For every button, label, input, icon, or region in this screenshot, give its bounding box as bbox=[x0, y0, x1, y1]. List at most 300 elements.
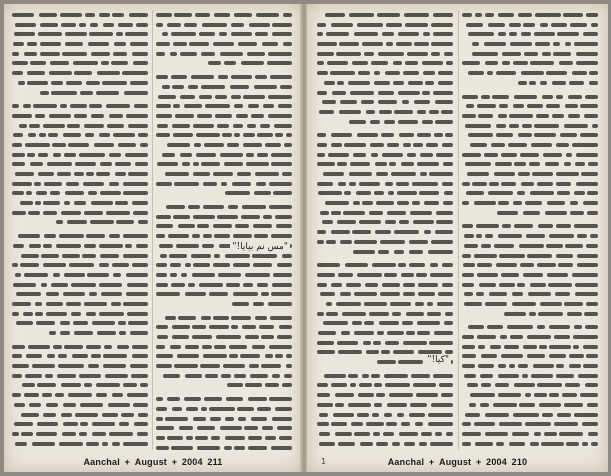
word-stroke bbox=[226, 283, 240, 287]
word-stroke bbox=[462, 354, 476, 358]
word-stroke bbox=[109, 114, 123, 118]
word-stroke bbox=[265, 383, 279, 387]
word-stroke bbox=[89, 32, 112, 36]
word-stroke bbox=[574, 224, 598, 228]
word-stroke bbox=[209, 292, 229, 296]
word-stroke bbox=[194, 143, 200, 147]
word-stroke bbox=[518, 364, 528, 368]
word-stroke bbox=[428, 422, 453, 426]
text-line bbox=[317, 439, 453, 449]
word-stroke bbox=[462, 335, 474, 339]
text-line bbox=[462, 78, 598, 88]
word-stroke bbox=[326, 32, 349, 36]
word-stroke bbox=[317, 383, 328, 387]
word-stroke bbox=[338, 182, 347, 186]
word-stroke bbox=[537, 263, 556, 267]
word-stroke bbox=[381, 350, 390, 354]
word-stroke bbox=[21, 413, 40, 417]
word-stroke bbox=[565, 42, 571, 46]
word-stroke bbox=[537, 383, 561, 387]
word-stroke bbox=[390, 302, 411, 306]
word-stroke bbox=[84, 244, 96, 248]
word-stroke bbox=[545, 162, 559, 166]
word-stroke bbox=[500, 335, 506, 339]
word-stroke bbox=[42, 393, 52, 397]
word-stroke bbox=[138, 133, 148, 137]
word-stroke bbox=[33, 104, 57, 108]
word-stroke bbox=[397, 191, 417, 195]
word-stroke bbox=[38, 172, 54, 176]
text-line bbox=[12, 280, 148, 290]
word-stroke bbox=[373, 341, 381, 345]
word-stroke bbox=[590, 234, 598, 238]
word-stroke bbox=[64, 345, 82, 349]
word-stroke bbox=[79, 374, 101, 378]
word-stroke bbox=[43, 124, 64, 128]
word-stroke bbox=[12, 364, 29, 368]
word-stroke bbox=[353, 153, 366, 157]
word-stroke bbox=[384, 273, 397, 277]
word-stroke bbox=[29, 244, 41, 248]
text-line bbox=[317, 338, 453, 348]
word-stroke bbox=[317, 162, 335, 166]
word-stroke bbox=[472, 182, 486, 186]
word-stroke bbox=[341, 331, 351, 335]
text-line bbox=[317, 400, 453, 410]
word-stroke bbox=[382, 153, 403, 157]
word-stroke bbox=[478, 364, 494, 368]
word-stroke bbox=[99, 244, 122, 248]
word-stroke bbox=[80, 422, 88, 426]
word-stroke bbox=[156, 446, 169, 450]
word-stroke bbox=[238, 42, 257, 46]
word-stroke bbox=[554, 335, 570, 339]
word-stroke bbox=[436, 220, 453, 224]
word-stroke bbox=[97, 331, 116, 335]
word-stroke bbox=[518, 81, 527, 85]
word-stroke bbox=[231, 32, 252, 36]
page-footer bbox=[307, 457, 608, 467]
word-stroke bbox=[339, 110, 362, 114]
word-stroke bbox=[131, 374, 148, 378]
word-stroke bbox=[254, 191, 271, 195]
word-stroke bbox=[86, 172, 94, 176]
word-stroke bbox=[102, 413, 117, 417]
word-stroke bbox=[566, 442, 580, 446]
word-stroke bbox=[79, 153, 104, 157]
word-stroke bbox=[197, 114, 211, 118]
word-stroke bbox=[398, 91, 420, 95]
word-stroke bbox=[510, 335, 523, 339]
word-stroke bbox=[525, 201, 542, 205]
word-stroke bbox=[269, 205, 292, 209]
word-stroke bbox=[233, 263, 251, 267]
word-stroke bbox=[214, 254, 220, 258]
word-stroke bbox=[362, 201, 373, 205]
word-stroke bbox=[224, 162, 243, 166]
word-stroke bbox=[496, 263, 516, 267]
word-stroke bbox=[217, 215, 238, 219]
word-stroke bbox=[435, 120, 453, 124]
word-stroke bbox=[49, 71, 72, 75]
word-stroke bbox=[253, 224, 271, 228]
page-number: 210 bbox=[511, 457, 528, 467]
word-stroke bbox=[111, 302, 120, 306]
word-stroke bbox=[233, 234, 251, 238]
word-stroke bbox=[37, 383, 56, 387]
word-stroke bbox=[391, 172, 416, 176]
word-stroke bbox=[495, 162, 512, 166]
word-stroke bbox=[22, 383, 35, 387]
word-stroke bbox=[496, 133, 513, 137]
word-stroke bbox=[269, 345, 292, 349]
word-stroke bbox=[29, 124, 40, 128]
word-stroke bbox=[398, 263, 405, 267]
text-line bbox=[12, 390, 148, 400]
word-stroke bbox=[549, 393, 558, 397]
word-stroke bbox=[16, 321, 33, 325]
word-stroke bbox=[463, 263, 475, 267]
word-stroke bbox=[271, 162, 292, 166]
word-stroke bbox=[255, 316, 267, 320]
word-stroke bbox=[61, 413, 73, 417]
word-stroke bbox=[286, 354, 292, 358]
word-stroke bbox=[433, 32, 453, 36]
word-stroke bbox=[429, 110, 438, 114]
word-stroke bbox=[374, 81, 390, 85]
word-stroke bbox=[366, 110, 376, 114]
word-stroke bbox=[113, 52, 127, 56]
word-stroke bbox=[529, 312, 536, 316]
word-stroke bbox=[140, 143, 148, 147]
page-corner-mark: 1 bbox=[321, 457, 327, 466]
word-stroke bbox=[397, 413, 404, 417]
text-line bbox=[156, 394, 292, 404]
word-stroke bbox=[128, 321, 148, 325]
word-stroke bbox=[402, 321, 413, 325]
word-stroke bbox=[40, 91, 50, 95]
word-stroke bbox=[167, 436, 183, 440]
text-line bbox=[317, 247, 453, 257]
word-stroke bbox=[382, 32, 394, 36]
word-stroke bbox=[539, 403, 561, 407]
word-stroke bbox=[210, 417, 221, 421]
word-stroke bbox=[580, 104, 598, 108]
word-stroke bbox=[41, 283, 48, 287]
word-stroke bbox=[566, 153, 572, 157]
word-stroke bbox=[178, 224, 195, 228]
word-stroke bbox=[522, 124, 531, 128]
word-stroke bbox=[168, 234, 190, 238]
word-stroke bbox=[185, 374, 203, 378]
word-stroke bbox=[466, 23, 484, 27]
word-stroke bbox=[282, 172, 292, 176]
word-stroke bbox=[439, 383, 453, 387]
word-stroke bbox=[277, 335, 292, 339]
word-stroke bbox=[156, 263, 167, 267]
text-line bbox=[462, 169, 598, 179]
word-stroke bbox=[415, 422, 424, 426]
quoted-dialogue: "مس نم بیایا!" bbox=[232, 242, 288, 252]
text-line bbox=[462, 58, 598, 68]
word-stroke bbox=[444, 191, 453, 195]
word-stroke bbox=[52, 143, 66, 147]
word-stroke bbox=[485, 413, 509, 417]
word-stroke bbox=[348, 374, 357, 378]
word-stroke bbox=[50, 61, 70, 65]
word-stroke bbox=[196, 153, 217, 157]
word-stroke bbox=[401, 273, 414, 277]
word-stroke bbox=[377, 13, 400, 17]
word-stroke bbox=[179, 426, 193, 430]
word-stroke bbox=[53, 153, 61, 157]
word-stroke bbox=[96, 91, 119, 95]
word-stroke bbox=[435, 100, 453, 104]
word-stroke bbox=[12, 312, 19, 316]
word-stroke bbox=[429, 172, 453, 176]
word-stroke bbox=[521, 32, 531, 36]
word-stroke bbox=[24, 273, 48, 277]
word-stroke bbox=[199, 95, 212, 99]
word-stroke bbox=[257, 283, 268, 287]
word-stroke bbox=[218, 273, 241, 277]
word-stroke bbox=[132, 52, 148, 56]
word-stroke bbox=[543, 153, 562, 157]
word-stroke bbox=[35, 114, 45, 118]
word-stroke bbox=[498, 393, 521, 397]
word-stroke bbox=[233, 292, 258, 296]
word-stroke bbox=[365, 283, 378, 287]
text-line bbox=[156, 58, 292, 68]
word-stroke bbox=[129, 13, 148, 17]
word-stroke bbox=[186, 407, 198, 411]
text-line bbox=[156, 20, 292, 30]
word-stroke bbox=[387, 403, 407, 407]
text-line bbox=[156, 179, 292, 189]
word-stroke bbox=[569, 81, 584, 85]
word-stroke bbox=[338, 273, 353, 277]
word-stroke bbox=[213, 316, 228, 320]
text-line bbox=[156, 404, 292, 414]
word-stroke bbox=[326, 240, 335, 244]
word-stroke bbox=[127, 312, 148, 316]
word-stroke bbox=[504, 312, 526, 316]
word-stroke bbox=[162, 153, 175, 157]
word-stroke bbox=[253, 302, 264, 306]
word-stroke bbox=[408, 81, 423, 85]
word-stroke bbox=[96, 172, 110, 176]
word-stroke bbox=[83, 182, 104, 186]
word-stroke bbox=[91, 201, 113, 205]
text-line bbox=[156, 332, 292, 342]
text-line bbox=[156, 150, 292, 160]
word-stroke bbox=[197, 426, 216, 430]
word-stroke bbox=[174, 364, 198, 368]
word-stroke bbox=[199, 283, 224, 287]
word-stroke bbox=[262, 426, 273, 430]
word-stroke bbox=[47, 354, 55, 358]
text-line bbox=[317, 117, 453, 127]
word-stroke bbox=[203, 182, 216, 186]
word-stroke bbox=[333, 413, 354, 417]
word-stroke bbox=[345, 263, 369, 267]
word-stroke bbox=[542, 413, 553, 417]
word-stroke bbox=[572, 143, 598, 147]
word-stroke bbox=[403, 341, 428, 345]
word-stroke bbox=[16, 292, 42, 296]
text-line bbox=[156, 121, 292, 131]
text-line bbox=[317, 270, 453, 280]
word-stroke bbox=[587, 403, 598, 407]
word-stroke bbox=[499, 283, 515, 287]
word-stroke bbox=[434, 331, 453, 335]
word-stroke bbox=[476, 224, 499, 228]
word-stroke bbox=[354, 32, 378, 36]
text-line bbox=[317, 150, 453, 160]
word-stroke bbox=[167, 23, 181, 27]
word-stroke bbox=[92, 321, 114, 325]
word-stroke bbox=[340, 240, 352, 244]
word-stroke bbox=[574, 191, 584, 195]
word-stroke bbox=[252, 345, 265, 349]
word-stroke bbox=[126, 292, 148, 296]
word-stroke bbox=[317, 312, 324, 316]
word-stroke bbox=[165, 172, 189, 176]
word-stroke bbox=[371, 61, 389, 65]
word-stroke bbox=[379, 321, 399, 325]
column-divider bbox=[458, 10, 459, 450]
word-stroke bbox=[65, 191, 84, 195]
word-stroke bbox=[270, 316, 292, 320]
word-stroke bbox=[14, 422, 33, 426]
word-stroke bbox=[171, 75, 187, 79]
word-stroke bbox=[230, 85, 249, 89]
text-line bbox=[462, 351, 598, 361]
word-stroke bbox=[438, 81, 453, 85]
word-stroke bbox=[12, 345, 25, 349]
word-stroke bbox=[556, 374, 573, 378]
word-stroke bbox=[255, 75, 268, 79]
word-stroke bbox=[417, 133, 431, 137]
word-stroke bbox=[337, 162, 347, 166]
word-stroke bbox=[36, 191, 47, 195]
word-stroke bbox=[484, 42, 507, 46]
word-stroke bbox=[575, 283, 598, 287]
word-stroke bbox=[542, 95, 553, 99]
word-stroke bbox=[552, 114, 564, 118]
word-stroke bbox=[462, 224, 473, 228]
word-stroke bbox=[331, 283, 342, 287]
word-stroke bbox=[514, 224, 534, 228]
word-stroke bbox=[342, 312, 366, 316]
word-stroke bbox=[540, 23, 548, 27]
word-stroke bbox=[159, 244, 174, 248]
word-stroke bbox=[35, 201, 41, 205]
text-line bbox=[462, 309, 598, 319]
word-stroke bbox=[46, 403, 58, 407]
word-stroke bbox=[576, 153, 598, 157]
word-stroke bbox=[172, 325, 190, 329]
word-stroke bbox=[485, 302, 508, 306]
word-stroke bbox=[392, 312, 401, 316]
word-stroke bbox=[138, 413, 148, 417]
word-stroke bbox=[523, 211, 540, 215]
word-stroke bbox=[369, 211, 384, 215]
word-stroke bbox=[403, 143, 412, 147]
word-stroke bbox=[156, 104, 171, 108]
word-stroke bbox=[109, 432, 132, 436]
word-stroke bbox=[134, 104, 148, 108]
word-stroke bbox=[249, 364, 259, 368]
word-stroke bbox=[377, 360, 396, 364]
word-stroke bbox=[184, 104, 202, 108]
word-stroke bbox=[30, 162, 44, 166]
word-stroke bbox=[381, 133, 395, 137]
word-stroke bbox=[445, 350, 453, 354]
word-stroke bbox=[248, 436, 261, 440]
word-stroke bbox=[319, 432, 330, 436]
word-stroke bbox=[574, 42, 598, 46]
text-line bbox=[156, 188, 292, 198]
text-line bbox=[12, 270, 148, 280]
word-stroke bbox=[491, 143, 505, 147]
word-stroke bbox=[504, 345, 520, 349]
word-stroke bbox=[100, 254, 119, 258]
text-line bbox=[462, 410, 598, 420]
word-stroke bbox=[156, 407, 167, 411]
word-stroke bbox=[357, 23, 382, 27]
word-stroke bbox=[246, 153, 254, 157]
word-stroke bbox=[123, 234, 148, 238]
word-stroke bbox=[64, 153, 76, 157]
text-line bbox=[317, 140, 453, 150]
text-line bbox=[12, 361, 148, 371]
word-stroke bbox=[520, 153, 539, 157]
word-stroke bbox=[414, 42, 428, 46]
word-stroke bbox=[125, 153, 148, 157]
word-stroke bbox=[242, 325, 256, 329]
word-stroke bbox=[370, 143, 384, 147]
word-stroke bbox=[436, 211, 453, 215]
text-line bbox=[12, 328, 148, 338]
word-stroke bbox=[156, 426, 174, 430]
word-stroke bbox=[335, 403, 344, 407]
word-stroke bbox=[539, 345, 546, 349]
word-stroke bbox=[109, 153, 121, 157]
word-stroke bbox=[130, 331, 148, 335]
word-stroke bbox=[428, 250, 453, 254]
word-stroke bbox=[462, 254, 471, 258]
word-stroke bbox=[127, 283, 148, 287]
word-stroke bbox=[102, 81, 127, 85]
word-stroke bbox=[337, 81, 343, 85]
word-stroke bbox=[317, 263, 340, 267]
word-stroke bbox=[417, 321, 440, 325]
word-stroke bbox=[65, 42, 84, 46]
word-stroke bbox=[94, 143, 114, 147]
word-stroke bbox=[132, 201, 148, 205]
text-line bbox=[462, 101, 598, 111]
word-stroke bbox=[156, 52, 165, 56]
word-stroke bbox=[257, 133, 272, 137]
word-stroke bbox=[438, 292, 453, 296]
text-line bbox=[12, 318, 148, 328]
word-stroke bbox=[191, 75, 214, 79]
word-stroke bbox=[521, 182, 535, 186]
word-stroke bbox=[358, 393, 373, 397]
word-stroke bbox=[90, 220, 114, 224]
word-stroke bbox=[19, 124, 27, 128]
